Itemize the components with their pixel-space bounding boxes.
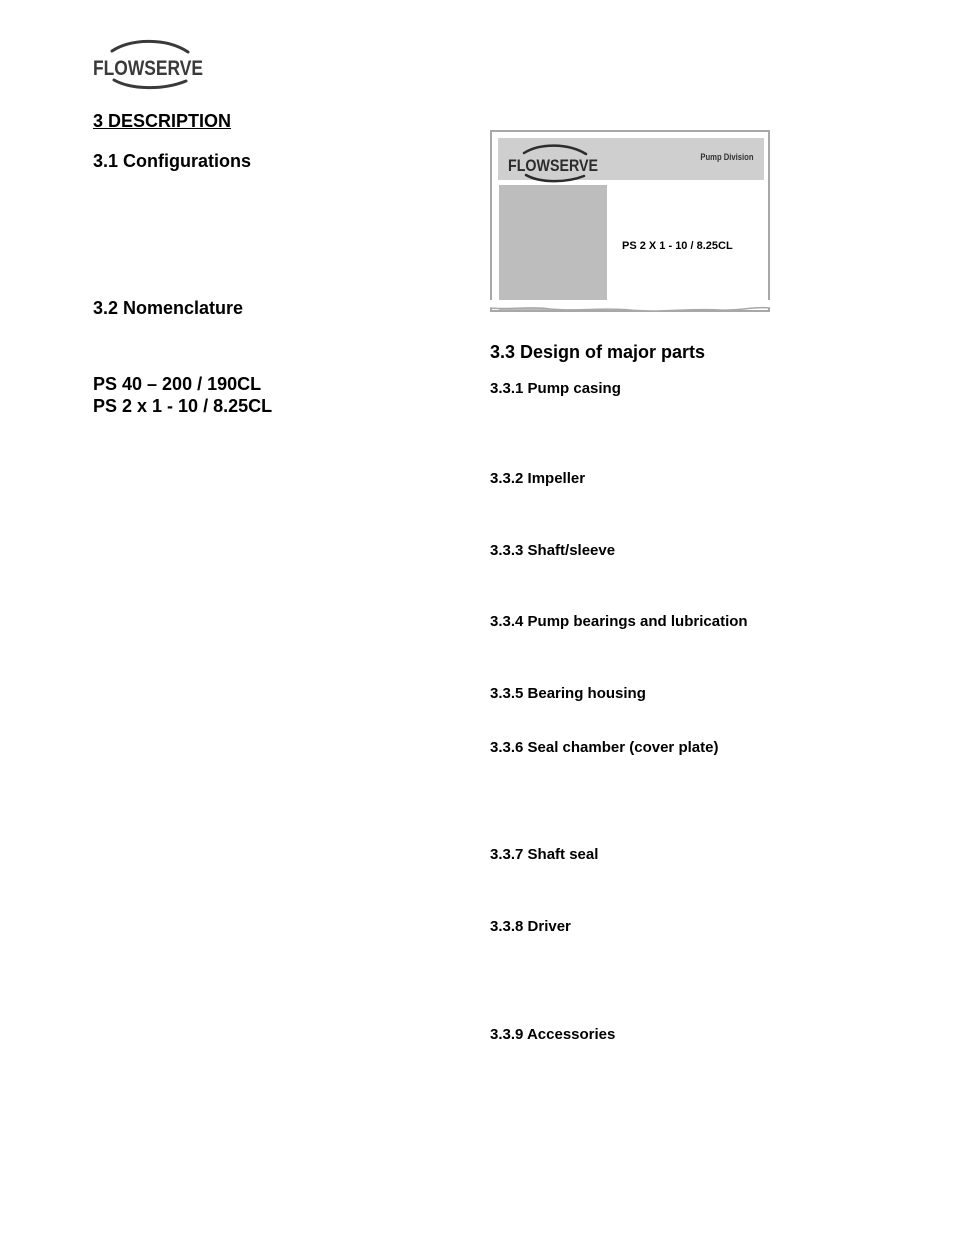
nameplate-model: PS 2 X 1 - 10 / 8.25CL: [622, 240, 733, 252]
svg-text:FLOWSERVE: FLOWSERVE: [93, 57, 203, 80]
nameplate-division: Pump Division: [700, 152, 754, 162]
section-title: 3 DESCRIPTION: [93, 111, 232, 131]
flowserve-logo: [92, 40, 206, 88]
nomenclature-heading: 3.2 Nomenclature: [93, 298, 244, 318]
part-heading-pump-casing: 3.3.1 Pump casing: [490, 380, 621, 397]
part-heading-shaft-seal: 3.3.7 Shaft seal: [490, 846, 599, 863]
part-heading-pump-bearings: 3.3.4 Pump bearings and lubrication: [490, 613, 748, 630]
part-heading-seal-chamber: 3.3.6 Seal chamber (cover plate): [490, 739, 719, 756]
configurations-heading: 3.1 Configurations: [93, 151, 252, 171]
nameplate-flowserve-logo: [506, 144, 602, 182]
part-heading-accessories: 3.3.9 Accessories: [490, 1026, 616, 1043]
nameplate-gray-panel: [499, 185, 607, 310]
design-heading: 3.3 Design of major parts: [490, 342, 706, 362]
model-code-1: PS 40 – 200 / 190CL: [93, 374, 262, 394]
nameplate-torn-edge: [490, 300, 770, 316]
part-heading-driver: 3.3.8 Driver: [490, 918, 571, 935]
part-heading-impeller: 3.3.2 Impeller: [490, 470, 586, 487]
flowserve-logo-graphic: [92, 40, 206, 88]
part-heading-bearing-housing: 3.3.5 Bearing housing: [490, 685, 646, 702]
part-heading-shaft-sleeve: 3.3.3 Shaft/sleeve: [490, 542, 616, 559]
nameplate-frame: [490, 130, 770, 312]
model-code-2: PS 2 x 1 - 10 / 8.25CL: [93, 396, 273, 416]
nameplate-header: [498, 138, 764, 180]
svg-text:FLOWSERVE: FLOWSERVE: [508, 156, 598, 175]
nameplate-figure: [490, 130, 770, 316]
